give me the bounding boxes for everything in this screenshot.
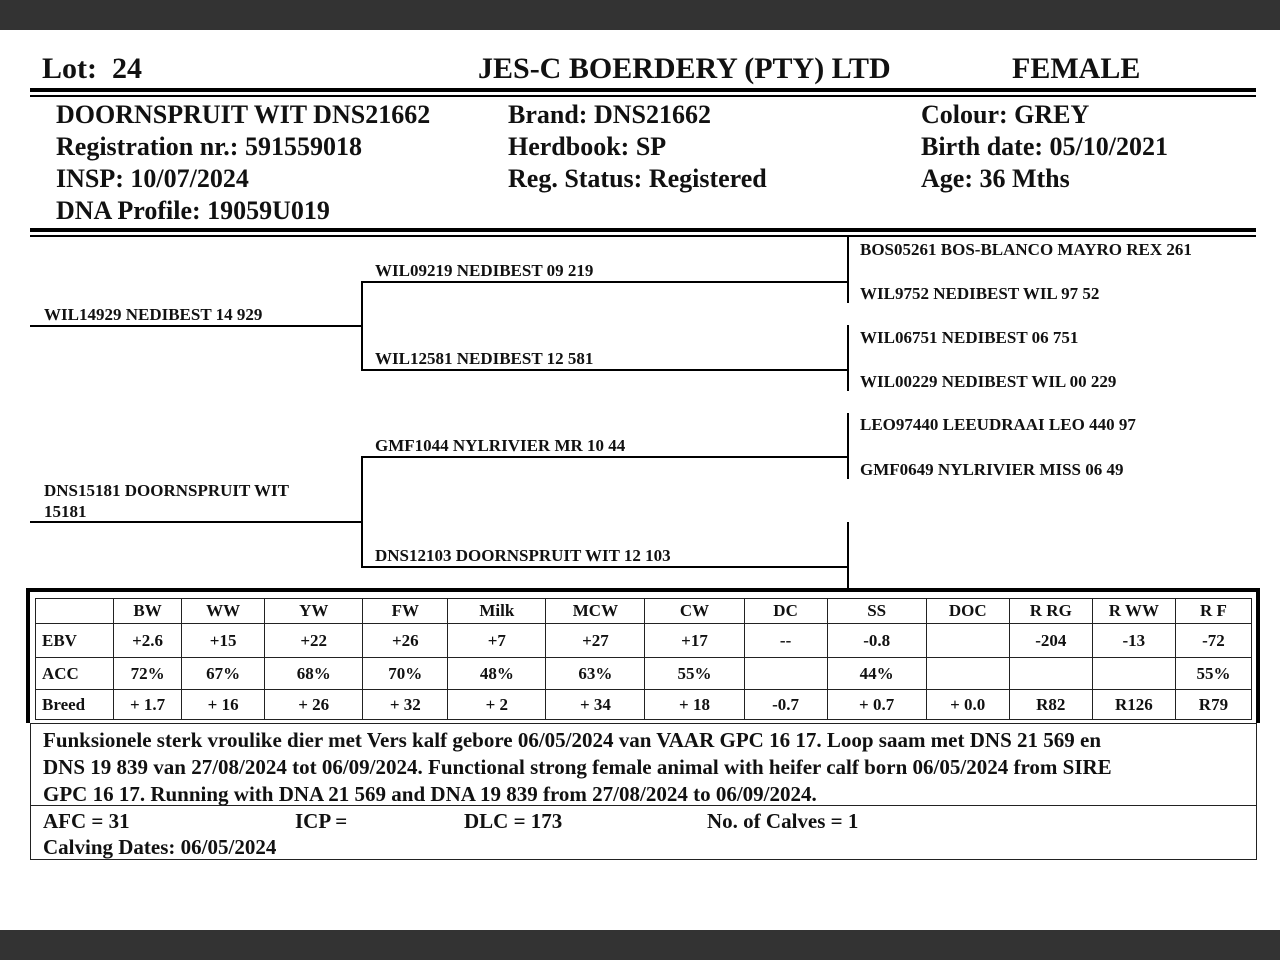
ebv-cell: + 1.7 [114, 690, 182, 720]
ebv-cell: 63% [546, 658, 645, 690]
ebv-cell: -0.8 [827, 624, 926, 658]
dam-dam-bracket [847, 522, 849, 588]
bottom-dark-bar [0, 930, 1280, 960]
pedigree-sss: BOS05261 BOS-BLANCO MAYRO REX 261 [860, 240, 1192, 259]
info-rule-thick [30, 228, 1256, 232]
ebv-cell: + 34 [546, 690, 645, 720]
lot-number [42, 52, 142, 86]
ebv-row-ebv [36, 624, 1252, 658]
ebv-header-cell: R F [1175, 599, 1251, 624]
pedigree-sds: WIL06751 NEDIBEST 06 751 [860, 328, 1079, 347]
pedigree-dam-sire: GMF1044 NYLRIVIER MR 10 44 [375, 436, 626, 455]
ebv-cell [926, 658, 1009, 690]
comment-box [30, 723, 1257, 806]
ebv-cell: R79 [1175, 690, 1251, 720]
ebv-row-acc [36, 658, 1252, 690]
ebv-cell [1092, 658, 1175, 690]
ebv-cell: 70% [363, 658, 448, 690]
lot-value: 24 [112, 52, 142, 85]
dna-profile: DNA Profile: 19059U019 [56, 196, 330, 225]
ebv-cell: +26 [363, 624, 448, 658]
birth-date: Birth date: 05/10/2021 [921, 132, 1168, 161]
ebv-cell: -72 [1175, 624, 1251, 658]
number-of-calves: No. of Calves = 1 [707, 809, 859, 833]
sire-bracket [361, 281, 363, 370]
ebv-cell: 44% [827, 658, 926, 690]
pedigree-dsd: GMF0649 NYLRIVIER MISS 06 49 [860, 460, 1124, 479]
ebv-frame-left [26, 588, 30, 723]
ebv-header-cell: DOC [926, 599, 1009, 624]
ebv-row-breed [36, 690, 1252, 720]
calving-box [30, 805, 1257, 860]
sire-sire-line [361, 281, 848, 283]
header-rule-thick [30, 88, 1256, 92]
age: Age: 36 Mths [921, 164, 1070, 193]
icp: ICP = [295, 809, 348, 833]
ebv-cell: -13 [1092, 624, 1175, 658]
pedigree-dam-line1: DNS15181 DOORNSPRUIT WIT [44, 481, 289, 500]
ebv-header-cell: R WW [1092, 599, 1175, 624]
ebv-header-cell: DC [744, 599, 827, 624]
ebv-table [35, 598, 1252, 720]
ebv-cell: R82 [1009, 690, 1092, 720]
ebv-cell [926, 624, 1009, 658]
lot-label: Lot: [42, 52, 97, 85]
ebv-row-label: Breed [36, 690, 114, 720]
pedigree-dss: LEO97440 LEEUDRAAI LEO 440 97 [860, 415, 1136, 434]
ebv-header-cell: MCW [546, 599, 645, 624]
pedigree-sdd: WIL00229 NEDIBEST WIL 00 229 [860, 372, 1117, 391]
ebv-cell: + 0.7 [827, 690, 926, 720]
ebv-cell: 67% [182, 658, 265, 690]
animal-name: DOORNSPRUIT WIT DNS21662 [56, 100, 431, 129]
ebv-cell: 48% [448, 658, 546, 690]
herdbook: Herdbook: SP [508, 132, 667, 161]
ebv-cell: +2.6 [114, 624, 182, 658]
pedigree-sire-sire: WIL09219 NEDIBEST 09 219 [375, 261, 594, 280]
ebv-header-cell: SS [827, 599, 926, 624]
dam-line [30, 521, 362, 523]
ebv-cell: +15 [182, 624, 265, 658]
comment-line-2: DNS 19 839 van 27/08/2024 tot 06/09/2024. Functional strong female animal with heifer calf born 06/05/2024 from SIRE [43, 755, 1112, 779]
ebv-header-cell: Milk [448, 599, 546, 624]
pedigree-dam-dam: DNS12103 DOORNSPRUIT WIT 12 103 [375, 546, 671, 565]
ebv-cell: + 18 [645, 690, 744, 720]
dam-sire-line [361, 456, 848, 458]
pedigree-dam-line2: 15181 [44, 502, 87, 521]
ebv-cell: 55% [645, 658, 744, 690]
ebv-cell: -204 [1009, 624, 1092, 658]
pedigree-sire: WIL14929 NEDIBEST 14 929 [44, 305, 263, 324]
ebv-header-cell: BW [114, 599, 182, 624]
ebv-cell: -- [744, 624, 827, 658]
ebv-cell: -0.7 [744, 690, 827, 720]
ebv-header-cell: CW [645, 599, 744, 624]
ebv-cell: 72% [114, 658, 182, 690]
colour: Colour: GREY [921, 100, 1090, 129]
seller-name: JES-C BOERDERY (PTY) LTD [478, 52, 891, 85]
ebv-frame-right [1256, 588, 1260, 723]
ebv-header-cell: FW [363, 599, 448, 624]
ebv-frame-top [26, 588, 1260, 592]
ebv-cell: + 26 [265, 690, 363, 720]
ebv-cell [1009, 658, 1092, 690]
ebv-cell: + 0.0 [926, 690, 1009, 720]
comment-line-3: GPC 16 17. Running with DNA 21 569 and DNA 19 839 from 27/08/2024 to 06/09/2024. [43, 782, 817, 806]
info-rule-thin [30, 235, 1256, 237]
top-dark-bar [0, 0, 1280, 30]
ebv-cell: 68% [265, 658, 363, 690]
ebv-row-label: EBV [36, 624, 114, 658]
ebv-row-label: ACC [36, 658, 114, 690]
pedigree-ssd: WIL9752 NEDIBEST WIL 97 52 [860, 284, 1100, 303]
ebv-cell: +7 [448, 624, 546, 658]
ebv-cell: 55% [1175, 658, 1251, 690]
sire-line [30, 325, 362, 327]
sire-sire-bracket [847, 237, 849, 303]
ebv-cell: + 2 [448, 690, 546, 720]
brand: Brand: DNS21662 [508, 100, 711, 129]
registration-status: Reg. Status: Registered [508, 164, 767, 193]
dam-dam-line [361, 566, 848, 568]
ebv-cell: + 32 [363, 690, 448, 720]
ebv-header-cell: WW [182, 599, 265, 624]
sire-dam-line [361, 369, 848, 371]
ebv-header-cell [36, 599, 114, 624]
ebv-cell [744, 658, 827, 690]
dlc: DLC = 173 [464, 809, 563, 833]
ebv-cell: +27 [546, 624, 645, 658]
inspection-date: INSP: 10/07/2024 [56, 164, 249, 193]
header-rule-thin [30, 95, 1256, 97]
comment-line-1: Funksionele sterk vroulike dier met Vers kalf gebore 06/05/2024 van VAAR GPC 16 17. Loop saam met DNS 21 569 en [43, 728, 1101, 752]
dam-sire-bracket [847, 413, 849, 479]
sire-dam-bracket [847, 325, 849, 391]
pedigree-sire-dam: WIL12581 NEDIBEST 12 581 [375, 349, 594, 368]
calving-dates: Calving Dates: 06/05/2024 [43, 835, 277, 859]
sex-label: FEMALE [1012, 52, 1141, 85]
ebv-cell: +22 [265, 624, 363, 658]
ebv-cell: R126 [1092, 690, 1175, 720]
ebv-header-cell: R RG [1009, 599, 1092, 624]
ebv-cell: + 16 [182, 690, 265, 720]
afc: AFC = 31 [43, 809, 130, 833]
ebv-header-row [36, 599, 1252, 624]
registration-number: Registration nr.: 591559018 [56, 132, 362, 161]
dam-bracket [361, 456, 363, 567]
ebv-header-cell: YW [265, 599, 363, 624]
ebv-cell: +17 [645, 624, 744, 658]
